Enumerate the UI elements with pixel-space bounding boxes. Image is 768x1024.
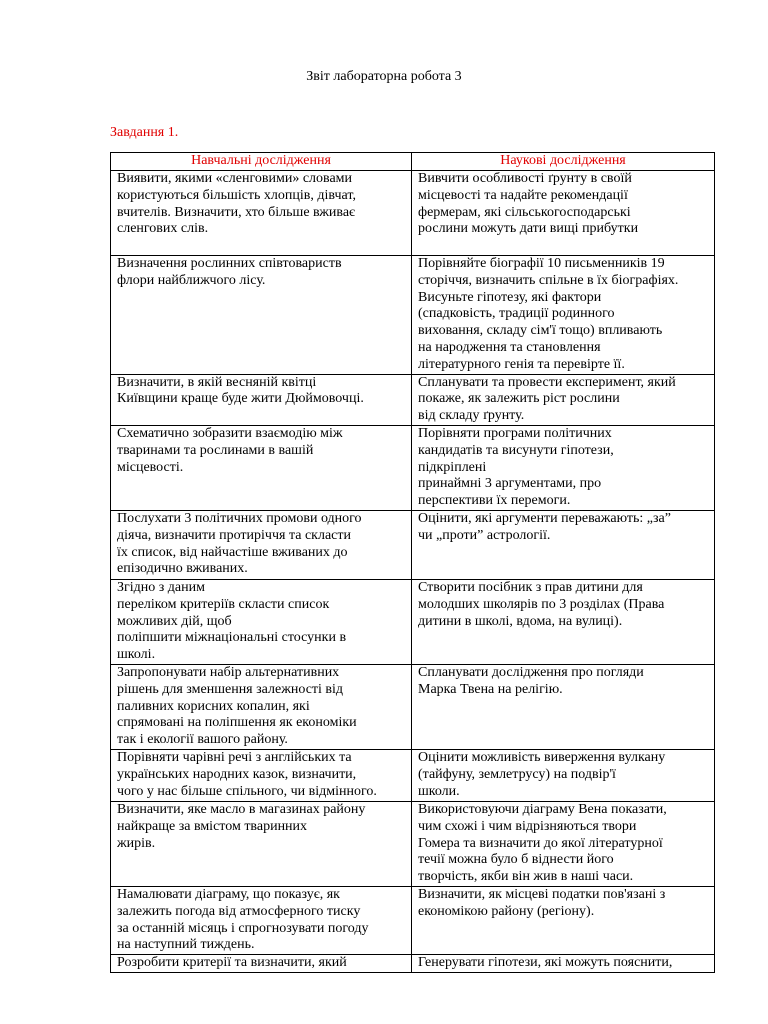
table-row [111,579,715,664]
table-cell-scientific: Створити посібник з прав дитини для молодших школярів по 3 розділах (Права дитини в школі, вдома, на вулиці). [412,579,715,664]
table-row [111,171,715,256]
table-cell-scientific: Порівняти програми політичних кандидатів та висунути гіпотези, підкріплені принаймні 3 аргументами, про перспективи їх перемоги. [412,425,715,510]
table-row [111,664,715,749]
table-cell-educational: Визначити, в якій весняній квітці Київщини краще буде жити Дюймовочці. [111,374,412,425]
table-row [111,425,715,510]
table-cell-scientific: Спланувати та провести експеримент, який покаже, як залежить ріст рослини від складу ґрунту. [412,374,715,425]
table-cell-educational: Послухати 3 політичних промови одного діяча, визначити протиріччя та скласти їх список, від найчастіше вживаних до епізодично вживаних. [111,510,412,579]
table-cell-educational: Визначення рослинних спiвтовариств флори найближчого лiсу. [111,256,412,375]
table-cell-educational: Намалювати діаграму, що показує, як залежить погода від атмосферного тиску за останній місяць і спрогнозувати погоду на наступний тиждень. [111,886,412,954]
table-cell-educational: Запропонувати набір альтернативних рішень для зменшення залежності від паливних корисних копалин, які спрямовані на поліпшення як економіки так і екології вашого району. [111,664,412,749]
table-cell-educational: Згідно з даним переліком критеріїв скласти список можливих дій, щоб поліпшити міжнаціональні стосунки в школі. [111,579,412,664]
task-label: Завдання 1. [110,125,179,140]
header-educational-research: Навчальні дослідження [111,153,412,171]
table-cell-scientific: Вивчити особливості ґрунту в своїй місцевості та надайте рекомендації фермерам, які сільськогосподарські рослини можуть дати вищі прибутки [412,171,715,256]
header-scientific-research: Наукові дослідження [412,153,715,171]
table-row [111,955,715,973]
table-header-row [111,153,715,171]
table-cell-educational: Розробити критерії та визначити, який [111,955,412,973]
table-cell-scientific: Спланувати дослідження про погляди Марка Твена на релігію. [412,664,715,749]
table-cell-scientific: Оцінити, які аргументи переважають: „за” чи „проти” астрології. [412,510,715,579]
table-row [111,749,715,801]
document-title: Звіт лабораторна робота 3 [306,69,462,84]
table-row [111,801,715,886]
table-cell-scientific: Генерувати гіпотези, які можуть пояснити, [412,955,715,973]
table-cell-scientific: Використовуючи діаграму Вена показати, чим схожі і чим відрізняються твори Гомера та визначити до якої літературної течії можна було б віднести його творчість, якби він жив в наші часи. [412,801,715,886]
table-row [111,886,715,954]
table-row [111,256,715,375]
table-cell-scientific: Оцінити можливість виверження вулкану (тайфуну, землетрусу) на подвір'ї школи. [412,749,715,801]
table-cell-educational: Порівняти чарівні речі з англійських та українських народних казок, визначити, чого у нас більше спільного, чи відмінного. [111,749,412,801]
table-cell-educational: Схематично зобразити взаємодію між тваринами та рослинами в вашій місцевості. [111,425,412,510]
table-cell-educational: Виявити, якими «сленговими» словами користуються більшість хлопців, дівчат, вчителів. Визначити, хто більше вживає сленгових слів. [111,171,412,256]
research-table [110,152,715,973]
table-row [111,374,715,425]
table-row [111,510,715,579]
table-cell-scientific: Порівняйте біографії 10 письменників 19 сторіччя, визначить спільне в їх біографіях. Висуньте гіпотезу, які фактори (спадковість, традиції родинного виховання, складу сім'ї тощо) впливають на народження та становлення літературного генія та перевірте її. [412,256,715,375]
table-cell-scientific: Визначити, як місцеві податки пов'язані з економікою району (регіону). [412,886,715,954]
table-cell-educational: Визначити, яке масло в магазинах району найкраще за вмістом тваринних жирів. [111,801,412,886]
